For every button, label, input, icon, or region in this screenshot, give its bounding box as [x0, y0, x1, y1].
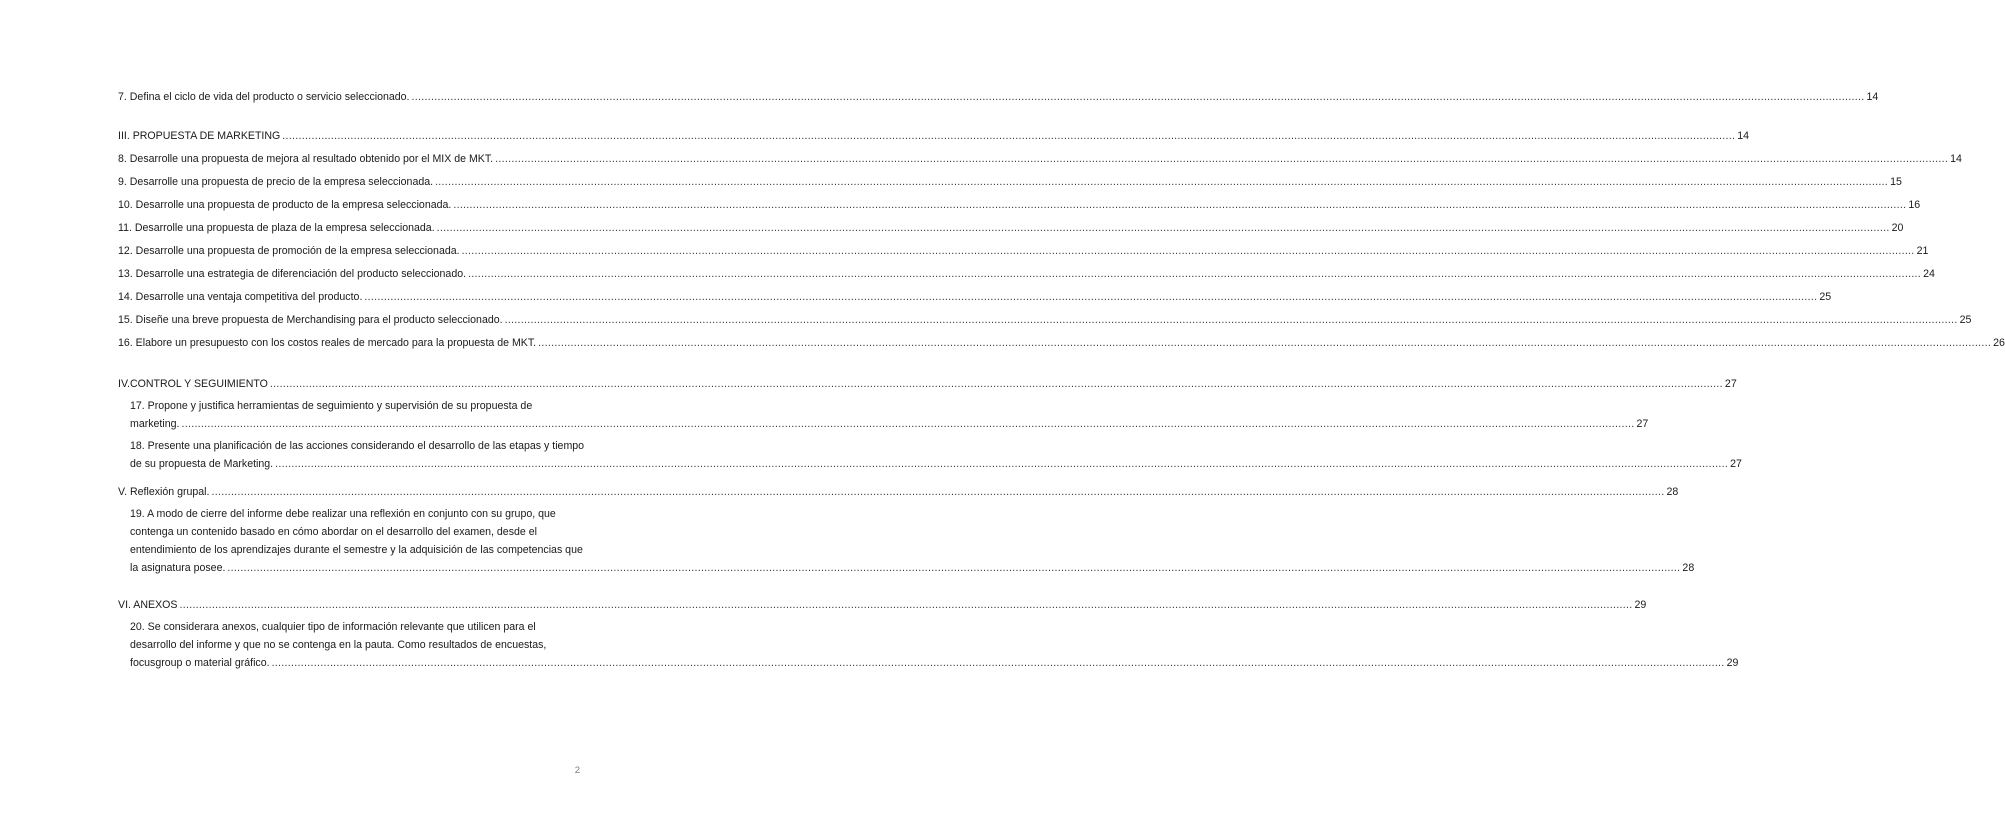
toc-page-number: 14 [1737, 130, 1750, 142]
toc-section-title: VI. ANEXOS [118, 599, 178, 611]
toc-page-number: 20 [1891, 222, 1904, 234]
toc-entry-text-line: 18. Presente una planificación de las acciones considerando el desarrollo de las etapas y tiempo [130, 440, 585, 452]
toc-entry-title: 13. Desarrolle una estrategia de diferenciación del producto seleccionado. [118, 268, 467, 280]
toc-page-number: 29 [1634, 599, 1647, 611]
toc-page-number: 29 [1726, 657, 1739, 669]
toc-entry-9[interactable] [118, 173, 1902, 191]
toc-entry-19[interactable] [130, 505, 1695, 577]
toc-page-number: 14 [1866, 91, 1879, 103]
toc-section-6[interactable] [118, 596, 1647, 614]
toc-page-number: 27 [1730, 458, 1742, 470]
toc-page-number: 26 [1993, 337, 2005, 349]
toc-page-number: 27 [1724, 378, 1737, 390]
toc-entry-title: 11. Desarrolle una propuesta de plaza de la empresa seleccionada. [118, 222, 435, 234]
toc-entry-7[interactable] [118, 88, 1879, 106]
toc-page-number: 24 [1923, 268, 1935, 280]
toc-entry-text-line: 20. Se considerara anexos, cualquier tipo de información relevante que utilicen para el [130, 621, 536, 633]
toc-entry-15[interactable] [118, 311, 1972, 329]
toc-page-number: 27 [1636, 418, 1649, 430]
toc-section-4[interactable] [118, 375, 1737, 393]
toc-page-number: 21 [1916, 245, 1929, 257]
toc-entry-title: 8. Desarrolle una propuesta de mejora al resultado obtenido por el MIX de MKT. [118, 153, 494, 165]
toc-entry-10[interactable] [118, 196, 1921, 214]
toc-entry-12[interactable] [118, 242, 1929, 260]
toc-entry-text-line: 19. A modo de cierre del informe debe realizar una reflexión en conjunto con su grupo, que [130, 508, 556, 520]
toc-entry-title: de su propuesta de Marketing. [130, 458, 274, 470]
toc-entry-11[interactable] [118, 219, 1904, 237]
toc-entry-title: 15. Diseñe una breve propuesta de Merchandising para el producto seleccionado. [118, 314, 503, 326]
toc-page-number: 16 [1908, 199, 1921, 211]
toc-entry-title: 10. Desarrolle una propuesta de producto de la empresa seleccionada. [118, 199, 452, 211]
toc-entry-text-line: 17. Propone y justifica herramientas de seguimiento y supervisión de su propuesta de [130, 400, 533, 412]
toc-page-number: 14 [1950, 153, 1962, 165]
toc-page-number: 25 [1819, 291, 1832, 303]
toc-entry-text-line: desarrollo del informe y que no se contenga en la pauta. Como resultados de encuestas, [130, 639, 547, 651]
toc-section-title: IV.CONTROL Y SEGUIMIENTO [118, 378, 268, 390]
toc-entry-13[interactable] [118, 265, 1935, 283]
toc-entry-title: 12. Desarrolle una propuesta de promoción de la empresa seleccionada. [118, 245, 460, 257]
toc-entry-title: 16. Elabore un presupuesto con los costos reales de mercado para la propuesta de MKT. [118, 337, 537, 349]
toc-entry-title: 9. Desarrolle una propuesta de precio de la empresa seleccionada. [118, 176, 434, 188]
toc-page-number: 25 [1959, 314, 1972, 326]
toc-entry-text-line: entendimiento de los aprendizajes durante el semestre y la adquisición de las competencias que [130, 544, 583, 556]
toc-entry-text-line: contenga un contenido basado en cómo abordar on el desarrollo del examen, desde el [130, 526, 537, 538]
toc-section-5[interactable] [118, 483, 1679, 501]
toc-entry-title: 7. Defina el ciclo de vida del producto o servicio seleccionado. [118, 91, 410, 103]
toc-section-title: III. PROPUESTA DE MARKETING [118, 130, 281, 142]
toc-entry-14[interactable] [118, 288, 1832, 306]
footer-page-number: 2 [574, 765, 580, 776]
toc-entry-16[interactable] [118, 334, 2005, 352]
toc-entry-title: focusgroup o material gráfico. [130, 657, 270, 669]
toc-entry-17[interactable] [130, 397, 1649, 433]
toc-entry-8[interactable] [118, 150, 1962, 168]
toc-section-3[interactable] [118, 127, 1750, 145]
toc-entry-title: 14. Desarrolle una ventaja competitiva del producto. [118, 291, 363, 303]
toc-entry-20[interactable] [130, 618, 1739, 672]
toc-entry-title: marketing. [130, 418, 180, 430]
toc-page-number: 28 [1666, 486, 1679, 498]
toc-section-title: V. Reflexión grupal. [118, 486, 210, 498]
toc-entry-title: la asignatura posee. [130, 562, 226, 574]
toc-page-number: 15 [1890, 176, 1902, 188]
toc-page-number: 28 [1682, 562, 1695, 574]
toc-entry-18[interactable] [130, 437, 1742, 473]
